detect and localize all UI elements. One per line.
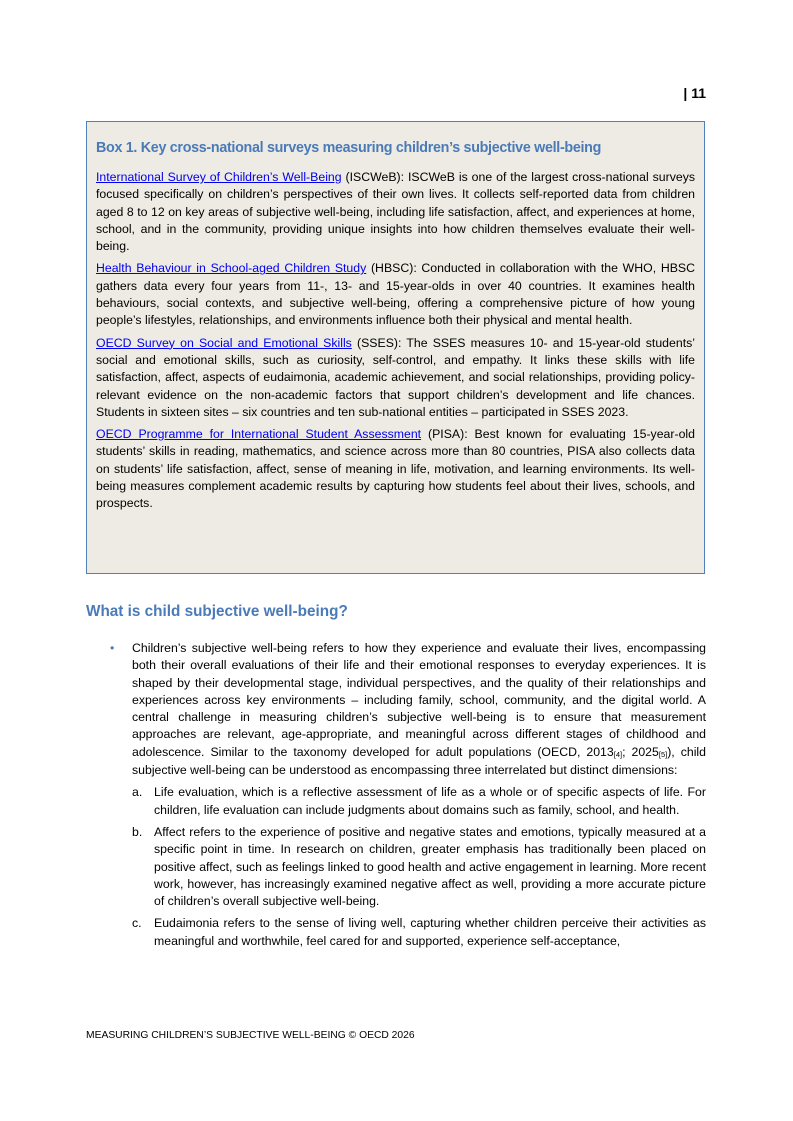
pisa-description: (PISA): Best known for evaluating 15-year-old students’ skills in reading, mathematics, and science across more than 80 countries, PISA also collects data on students’ life satisfaction, affect, sense of meaning in life, motivation, and learning environments. Its well-being measures complement academic results by capturing how students feel about their lives, schools, and prospects. [96, 427, 695, 511]
item-text: Life evaluation, which is a reflective assessment of life as a whole or of specific aspects of life. For children, life evaluation can include judgments about domains such as family, school, and health. [154, 785, 706, 817]
dimension-item-life-evaluation [132, 784, 706, 819]
box-entry-hbsc [96, 260, 695, 329]
box-entry-iscweb [96, 169, 695, 255]
dimension-item-eudaimonia [132, 915, 706, 950]
sses-link[interactable]: OECD Survey on Social and Emotional Skills [96, 335, 352, 350]
item-letter: b. [132, 824, 143, 839]
box-entry-pisa [96, 426, 695, 512]
bullet-text: Children’s subjective well-being refers to how they experience and evaluate their lives, encompassing both their overall evaluations of their life and their emotional responses to everyday experiences. It is shaped by their developmental stage, individual perspectives, and the quality of their relationships and experiences across key environments – including family, school, community, and the digital world. A central challenge in measuring children’s subjective well-being is to ensure that measurement approaches are relevant, age-appropriate, and meaningful across different stages of childhood and adolescence. Similar to the taxonomy developed for adult populations (OECD, 2013 [132, 641, 706, 759]
box-entry-sses [96, 335, 695, 421]
bullet-list [108, 640, 706, 950]
sses-description: (SSES): The SSES measures 10- and 15-year-old students’ social and emotional skills, such as curiosity, self-control, and empathy. It links these skills with life satisfaction, affect, aspects of eudaimonia, academic achievement, and social relationships, providing policy-relevant evidence on the non-academic factors that support children’s development and life chances. Students in sixteen sites – six countries and ten sub-national entities – participated in SSES 2023. [96, 335, 695, 419]
section-heading: What is child subjective well-being? [86, 603, 348, 620]
page-number: | 11 [683, 85, 706, 101]
reference-5[interactable]: [5] [658, 749, 668, 759]
dimension-item-affect [132, 824, 706, 910]
reference-4[interactable]: [4] [613, 749, 623, 759]
iscweb-link[interactable]: International Survey of Children’s Well-Being [96, 170, 342, 184]
box-1-surveys [86, 121, 705, 574]
bullet-text-after: ), child subjective well-being can be understood as encompassing three interrelated but distinct dimensions: [132, 744, 707, 778]
item-text: Affect refers to the experience of positive and negative states and emotions, typically measured at a specific point in time. In research on children, greater emphasis has traditionally been placed on positive affect, such as feelings linked to good health and active engagement in learning. More recent work, however, has increasingly examined negative affect as well, providing a more accurate picture of children’s overall subjective well-being. [154, 824, 706, 909]
item-letter: c. [132, 916, 142, 931]
item-letter: a. [132, 785, 143, 800]
bullet-text-mid: ; 2025 [622, 744, 659, 759]
box-title: Box 1. Key cross-national surveys measuring children’s subjective well-being [96, 140, 602, 156]
pisa-link[interactable]: OECD Programme for International Student Assessment [96, 427, 422, 442]
bullet-dot-icon: • [110, 641, 115, 655]
page-footer: MEASURING CHILDREN’S SUBJECTIVE WELL-BEING © OECD 2026 [86, 1030, 415, 1041]
hbsc-link[interactable]: Health Behaviour in School-aged Children Study [96, 261, 367, 276]
iscweb-description: (ISCWeB): ISCWeB is one of the largest cross-national surveys focused specifically on children’s perspectives of their own lives. It collects self-reported data from children aged 8 to 12 on key areas of subjective well-being, including life satisfaction, affect, and experiences at home, school, and in the community, providing unique insights into how children themselves evaluate their well-being. [96, 170, 695, 254]
hbsc-description: (HBSC): Conducted in collaboration with the WHO, HBSC gathers data every four years from 11-, 13- and 15-year-olds in over 40 countries. It examines health behaviours, social contexts, and subjective well-being, offering a comprehensive picture of how young people’s lifestyles, relationships, and environments influence both their physical and mental health. [96, 261, 695, 328]
item-text: Eudaimonia refers to the sense of living well, capturing whether children perceive their activities as meaningful and worthwhile, feel cared for and supported, experience self-acceptance, [154, 916, 706, 948]
bullet-item [108, 640, 706, 950]
